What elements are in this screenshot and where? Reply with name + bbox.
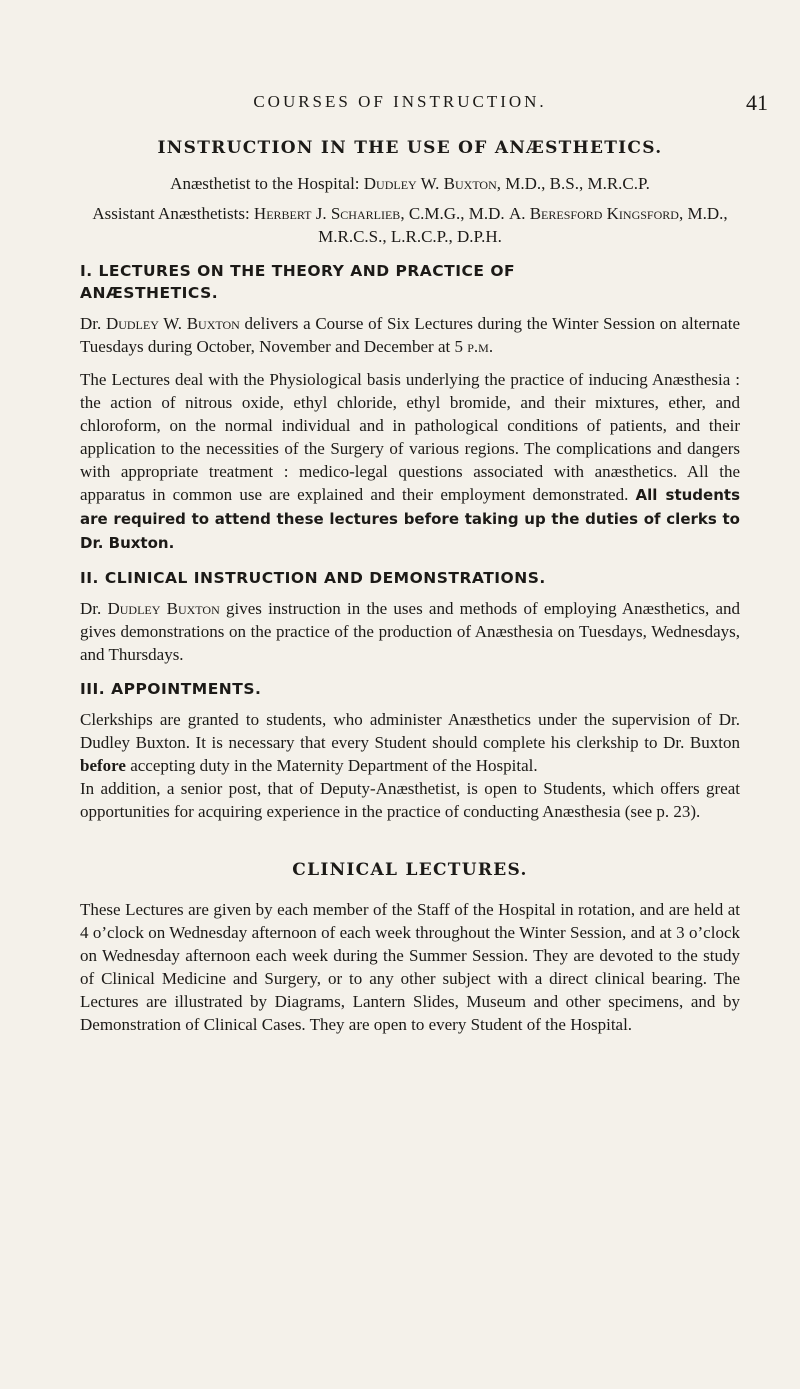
assistant-2-name: A. Beresford Kingsford — [508, 204, 679, 223]
main-title: INSTRUCTION IN THE USE OF ANÆSTHETICS. — [157, 138, 663, 158]
section-1-p1-name: Dudley W. Buxton — [105, 314, 240, 333]
page-content — [80, 128, 740, 1046]
clinical-lectures-heading: CLINICAL LECTURES. — [292, 860, 528, 880]
staff-list — [80, 172, 740, 248]
section-1-paragraph-1 — [80, 312, 740, 358]
assistants-label: Assistant Anæsthetists: — [92, 204, 250, 223]
page-number: 41 — [746, 90, 768, 115]
anaesthetist-label: Anæsthetist to the Hospital: — [170, 174, 360, 193]
section-1-p1-prefix: Dr. — [80, 314, 102, 333]
anaesthetist-name: Dudley W. Buxton — [363, 174, 497, 193]
section-1-heading — [80, 260, 740, 304]
section-1-p2-text: The Lectures deal with the Physiological basis underlying the practice of inducing Anæsthesia : the action of nitrous oxide, ethyl chloride, ethyl bromide, and their mixtures, ether, and chloroform, on the normal individual and in pathological conditions of patients, and their application to the necessities of the Surgery of various regions. The complications and dangers with appropriate treatment : medico-legal questions associated with anæsthetics. All the apparatus in common use are explained and their employment demonstrated. — [80, 370, 740, 504]
section-2-heading: II. CLINICAL INSTRUCTION AND DEMONSTRATIONS. — [80, 569, 546, 587]
assistant-1-quals: C.M.G., M.D. — [408, 204, 505, 223]
section-1-heading-line2: ANÆSTHETICS. — [80, 284, 219, 302]
section-2-prefix: Dr. — [80, 599, 102, 618]
running-title: COURSES OF INSTRUCTION. — [253, 92, 547, 111]
section-2-text: gives instruction in the uses and methods of employing Anæsthetics, and gives demonstrations on the practice of the production of Anæsthesia on Tuesdays, Wednesdays, and Thursdays. — [80, 599, 740, 664]
section-3-paragraph-2: In addition, a senior post, that of Deputy-Anæsthetist, is open to Students, which offers great opportunities for acquiring experience in the practice of conducting Anæsthesia (see p. 23). — [80, 779, 740, 821]
assistant-2-quals: M.D., M.R.C.S., L.R.C.P., D.P.H. — [318, 204, 728, 246]
section-1-paragraph-2 — [80, 368, 740, 555]
section-3-heading: III. APPOINTMENTS. — [80, 680, 262, 698]
section-3-p1-text: Clerkships are granted to students, who administer Anæsthetics under the supervision of Dr. Dudley Buxton. It is necessary that every Student should complete his clerkship to Dr. Buxton — [80, 710, 740, 752]
clinical-lectures-paragraph: These Lectures are given by each member of the Staff of the Hospital in rotation, and are held at 4 o’clock on Wednesday afternoon of each week throughout the Winter Session, and at 3 o’clock on Wednesday afternoon each week during the Summer Session. They are devoted to the study of Clinical Medicine and Surgery, or to any other subject with a direct clinical bearing. The Lectures are illustrated by Diagrams, Lantern Slides, Museum and other specimens, and by Demonstration of Clinical Cases. They are open to every Student of the Hospital. — [80, 900, 740, 1034]
running-head — [0, 92, 800, 116]
assistant-1-name: Herbert J. Scharlieb — [253, 204, 401, 223]
section-3-paragraph-1 — [80, 708, 740, 777]
section-1-p2-emphasis: All students are required to attend these lectures before taking up the duties of clerks to Dr. Buxton. — [80, 486, 740, 552]
assistants-line: Assistant Anæsthetists: Herbert J. Scharlieb, C.M.G., M.D. A. Beresford Kingsford, M.D., M.R.C.S., L.R.C.P., D.P.H. — [92, 204, 728, 246]
section-2-paragraph — [80, 597, 740, 666]
section-3-p1-bold: before — [80, 756, 126, 775]
anaesthetist-quals: M.D., B.S., M.R.C.P. — [505, 174, 650, 193]
section-1-heading-line1: I. LECTURES ON THE THEORY AND PRACTICE OF — [80, 262, 516, 280]
section-1-p1-text: delivers a Course of Six Lectures during the Winter Session on alternate Tuesdays during October, November and December at 5 — [80, 314, 740, 356]
section-3-p1-end: accepting duty in the Maternity Department of the Hospital. — [130, 756, 538, 775]
section-1-p1-time: p.m. — [467, 337, 494, 356]
anaesthetist-line: Anæsthetist to the Hospital: Dudley W. Buxton, M.D., B.S., M.R.C.P. — [170, 174, 650, 193]
section-2-name: Dudley Buxton — [107, 599, 220, 618]
